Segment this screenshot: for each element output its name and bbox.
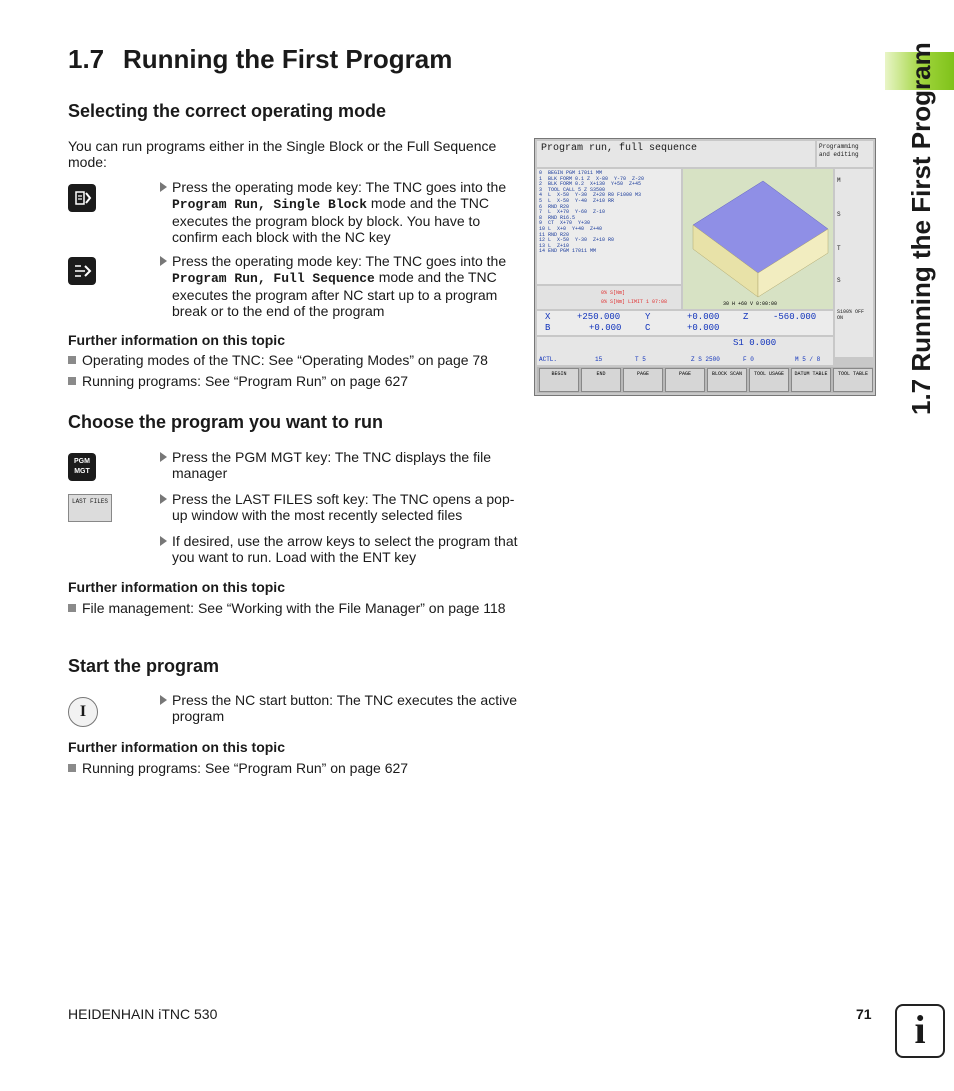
pgm-mgt-key: PGM MGT — [68, 453, 96, 481]
list-item — [68, 373, 522, 389]
chapter-number: 1.7 — [68, 44, 105, 74]
bullet-text: File management: See “Working with the File Manager” on page 118 — [82, 600, 506, 616]
nc-start-key: I — [68, 697, 98, 727]
step-arrow-keys — [160, 533, 527, 565]
tnc-screenshot — [534, 138, 876, 396]
axis-label: B — [545, 323, 551, 333]
step-arrow-icon — [160, 536, 167, 546]
status-cell: Z S 2500 — [691, 356, 720, 363]
step-text: Press the operating mode key: The TNC goes into the — [172, 179, 507, 195]
info-icon-glyph: i — [914, 1007, 926, 1052]
section-heading-start-program: Start the program — [68, 656, 220, 676]
side-softkey-label: S100% OFF ON — [837, 309, 865, 321]
side-softkey-label: T — [837, 245, 841, 252]
tnc-mode-title: Program run, full sequence — [537, 141, 815, 167]
softkey-begin: BEGIN — [539, 368, 579, 392]
step-text: If desired, use the arrow keys to select the program that you want to run. Load with the ENT key — [172, 533, 518, 565]
bullet-text: Running programs: See “Program Run” on page 627 — [82, 373, 409, 389]
step-full-sequence — [160, 253, 527, 319]
step-arrow-icon — [160, 452, 167, 462]
step-text: Press the operating mode key: The TNC goes into the — [172, 253, 507, 269]
step-last-files — [160, 491, 527, 523]
further-info-heading: Further information on this topic — [68, 579, 285, 595]
chapter-title — [68, 44, 452, 75]
axis-value: -560.000 — [773, 312, 817, 322]
softkey-tool-table: TOOL TABLE — [833, 368, 873, 392]
step-text: Press the NC start button: The TNC executes the active program — [172, 692, 517, 724]
further-info-heading: Further information on this topic — [68, 332, 285, 348]
status-cell: T 5 — [635, 356, 646, 363]
tnc-program-listing: 0 BEGIN PGM 17011 MM 1 BLK FORM 0.1 Z X-80 Y-70 Z-20 2 BLK FORM 0.2 X+130 Y+50 Z+45 3 TOOL CALL 5 Z S3500 4 L X-50 Y-30 Z+20 R0 F1000 M3 5 L X-50 Y-40 Z+10 RR 6 RND R20 7 L X+70 Y-60 Z-10 8 RND R16.5 9 CT X+70 Y+30 10 L X+0 Y+40 Z+40 11 RND R20 12 L X-50 Y-30 Z+10 R0 13 L Z+10 14 END PGM 17011 MM — [537, 169, 681, 284]
full-sequence-icon — [68, 257, 96, 285]
status-cell: M 5 / 8 — [795, 356, 821, 363]
full-sequence-key — [68, 257, 96, 285]
footer-product: HEIDENHAIN iTNC 530 — [68, 1006, 218, 1022]
status-line: 0% S[Nm] — [601, 290, 626, 296]
step-text: mode and the TNC executes the program block by block. You have to confirm each block with the NC key — [172, 195, 489, 245]
step-nc-start — [160, 692, 527, 724]
step-text: Press the PGM MGT key: The TNC displays the file manager — [172, 449, 491, 481]
section-heading-operating-mode: Selecting the correct operating mode — [68, 101, 387, 121]
tnc-status-area — [537, 286, 681, 309]
step-text: mode and the TNC executes the program after NC start up to a program break or to the end of the program — [172, 269, 498, 319]
status-cell: ACTL. — [539, 356, 558, 363]
section-heading-choose-program: Choose the program you want to run — [68, 412, 384, 432]
axis-value: +250.000 — [577, 312, 621, 322]
axis-label: C — [645, 323, 651, 333]
tnc-position-display — [537, 311, 833, 335]
softkey-tool-usage: TOOL USAGE — [749, 368, 789, 392]
step-arrow-icon — [160, 695, 167, 705]
last-files-label: LAST FILES — [71, 498, 108, 505]
axis-label: X — [545, 312, 551, 322]
axis-label: Z — [743, 312, 749, 322]
single-block-key — [68, 184, 96, 212]
softkey-page-up: PAGE — [623, 368, 663, 392]
mode-name-full: Program Run, Full Sequence — [172, 271, 375, 286]
tnc-graphic-view — [683, 169, 833, 309]
info-icon — [895, 1004, 945, 1058]
step-arrow-icon — [160, 256, 167, 266]
side-softkey-label: S — [837, 211, 841, 218]
step-single-block — [160, 179, 527, 245]
axis-label: Y — [645, 312, 651, 322]
list-item — [68, 352, 522, 368]
last-files-softkey — [68, 494, 112, 522]
side-softkey-label: S — [837, 277, 841, 284]
single-block-icon — [68, 184, 96, 212]
section-intro: You can run programs either in the Single Block or the Full Sequence mode: — [68, 138, 497, 170]
bullet-text: Operating modes of the TNC: See “Operating Modes” on page 78 — [82, 352, 488, 368]
status-line: 0% S[Nm] LIMIT 1 07:08 — [601, 299, 668, 305]
side-softkey-label: M — [837, 177, 841, 184]
mode-name-single: Program Run, Single Block — [172, 197, 368, 212]
status-cell: 15 — [595, 356, 603, 363]
workpiece-graphic — [683, 169, 833, 309]
page-number: 71 — [856, 1006, 872, 1022]
tnc-secondary-mode: Programming and editing — [817, 141, 873, 167]
softkey-datum-table: DATUM TABLE — [791, 368, 831, 392]
axis-value: +0.000 — [589, 323, 622, 333]
tnc-softkey-row — [537, 367, 873, 393]
further-info-heading: Further information on this topic — [68, 739, 285, 755]
spindle-value: S1 0.000 — [733, 338, 777, 348]
tnc-side-softkeys — [835, 169, 873, 357]
tnc-bottom-status — [537, 337, 833, 365]
axis-value: +0.000 — [687, 323, 720, 333]
graph-info: 30 H +60 V 0:00:00 — [723, 301, 778, 307]
step-arrow-icon — [160, 182, 167, 192]
status-cell: F 0 — [743, 356, 754, 363]
step-text: Press the LAST FILES soft key: The TNC opens a pop-up window with the most recently selected files — [172, 491, 515, 523]
side-tab-label: 1.7 Running the First Program — [906, 42, 936, 415]
softkey-block-scan: BLOCK SCAN — [707, 368, 747, 392]
softkey-page-down: PAGE — [665, 368, 705, 392]
axis-value: +0.000 — [687, 312, 720, 322]
bullet-text: Running programs: See “Program Run” on page 627 — [82, 760, 409, 776]
step-arrow-icon — [160, 494, 167, 504]
list-item — [68, 760, 522, 776]
list-item — [68, 600, 522, 616]
step-pgm-mgt — [160, 449, 527, 481]
chapter-title-text: Running the First Program — [123, 44, 453, 74]
softkey-end: END — [581, 368, 621, 392]
